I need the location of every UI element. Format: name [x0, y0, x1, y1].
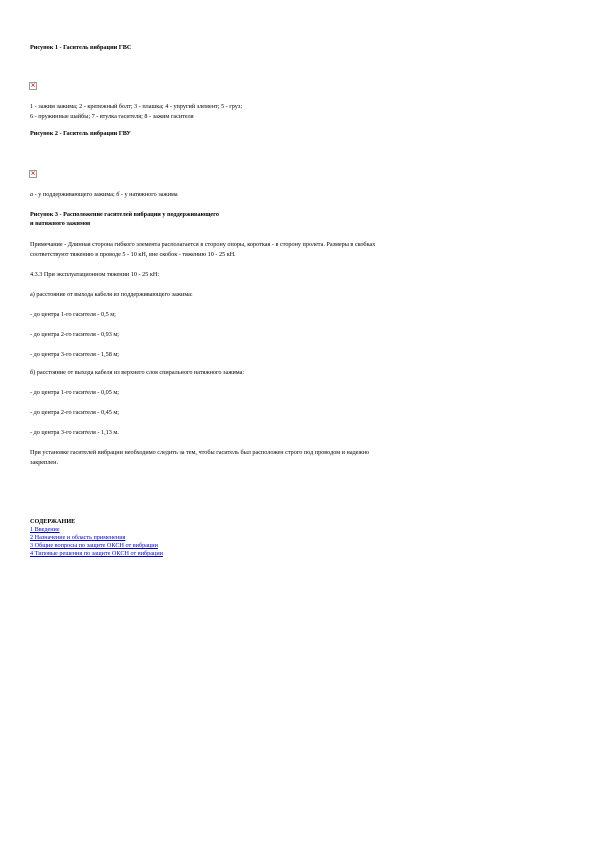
item-a-line-1: - до центра 1-го гасителя - 0,5 м; — [30, 311, 116, 318]
toc-link-general-questions[interactable]: 3 Общие вопросы по защите ОКСН от вибрации — [30, 542, 158, 549]
legend-text-b: - у натяжного зажима — [119, 191, 178, 198]
legend-text-a: - у поддерживающего зажима; — [33, 191, 117, 198]
item-b: б) расстояние от выхода кабеля из верхнего слоя спирального натяжного зажима: — [30, 369, 245, 376]
figure-3-caption-line-2: и натяжного зажимов — [30, 220, 91, 227]
section-heading: 4.3.3 При эксплуатационном тяжении 10 - 25 кН: — [30, 271, 160, 278]
item-b-line-2: - до центра 2-го гасителя - 0,45 м; — [30, 409, 119, 416]
broken-image-x-icon: × — [30, 170, 36, 177]
note-line-2: соответствуют тяжению в проводе 5 - 10 кН, вне скобок - тяжению 10 - 25 кН. — [30, 251, 236, 258]
broken-image-x-icon: × — [30, 82, 36, 89]
item-a-line-2: - до центра 2-го гасителя - 0,93 м; — [30, 331, 119, 338]
toc-link-typical-solutions[interactable]: 4 Типовые решения по защите ОКСН от вибрации — [30, 550, 163, 557]
figure-2-caption: Рисунок 2 - Гаситель вибрации ГВУ — [30, 130, 131, 137]
figure-2-legend-line-2: 6 - пружинные шайбы; 7 - втулка гасителя; 8 - зажим гасителя — [30, 113, 194, 120]
toc-title: СОДЕРЖАНИЕ — [30, 518, 76, 525]
figure-3-caption-line-1: Рисунок 3 - Расположение гасителей вибрации у поддерживающего — [30, 211, 219, 218]
toc-link-introduction[interactable]: 1 Введение — [30, 526, 60, 533]
toc-link-purpose-scope[interactable]: 2 Назначение и область применения — [30, 534, 126, 541]
note-line-1: Примечание - Длинная сторона гибкого элемента располагается в сторону опоры, короткая - в сторону пролета. Размеры в скобках — [30, 241, 376, 248]
legend-letter-a: а — [30, 191, 34, 198]
broken-image-icon — [29, 170, 37, 178]
broken-image-icon — [29, 82, 37, 90]
figure-2-legend-line-1: 1 - зажим зажима; 2 - крепежный болт; 3 - плашка; 4 - упругий элемент; 5 - груз; — [30, 103, 243, 110]
figure-1-caption: Рисунок 1 - Гаситель вибрации ГВС — [30, 44, 132, 51]
item-a: а) расстояние от выхода кабеля из поддерживающего зажима: — [30, 291, 193, 298]
item-b-line-1: - до центра 1-го гасителя - 0,05 м; — [30, 389, 119, 396]
legend-letter-b: б — [116, 191, 120, 198]
item-a-line-3: - до центра 3-го гасителя - 1,58 м; — [30, 351, 119, 358]
final-paragraph-line-1: При установке гасителей вибрации необходимо следить за тем, чтобы гаситель был расположен строго под проводом и надежно — [30, 449, 370, 456]
final-paragraph-line-2: закреплен. — [30, 459, 59, 466]
figure-3-legend — [30, 190, 560, 199]
item-b-line-3: - до центра 3-го гасителя - 1,13 м. — [30, 429, 119, 436]
table-of-contents — [30, 518, 330, 558]
